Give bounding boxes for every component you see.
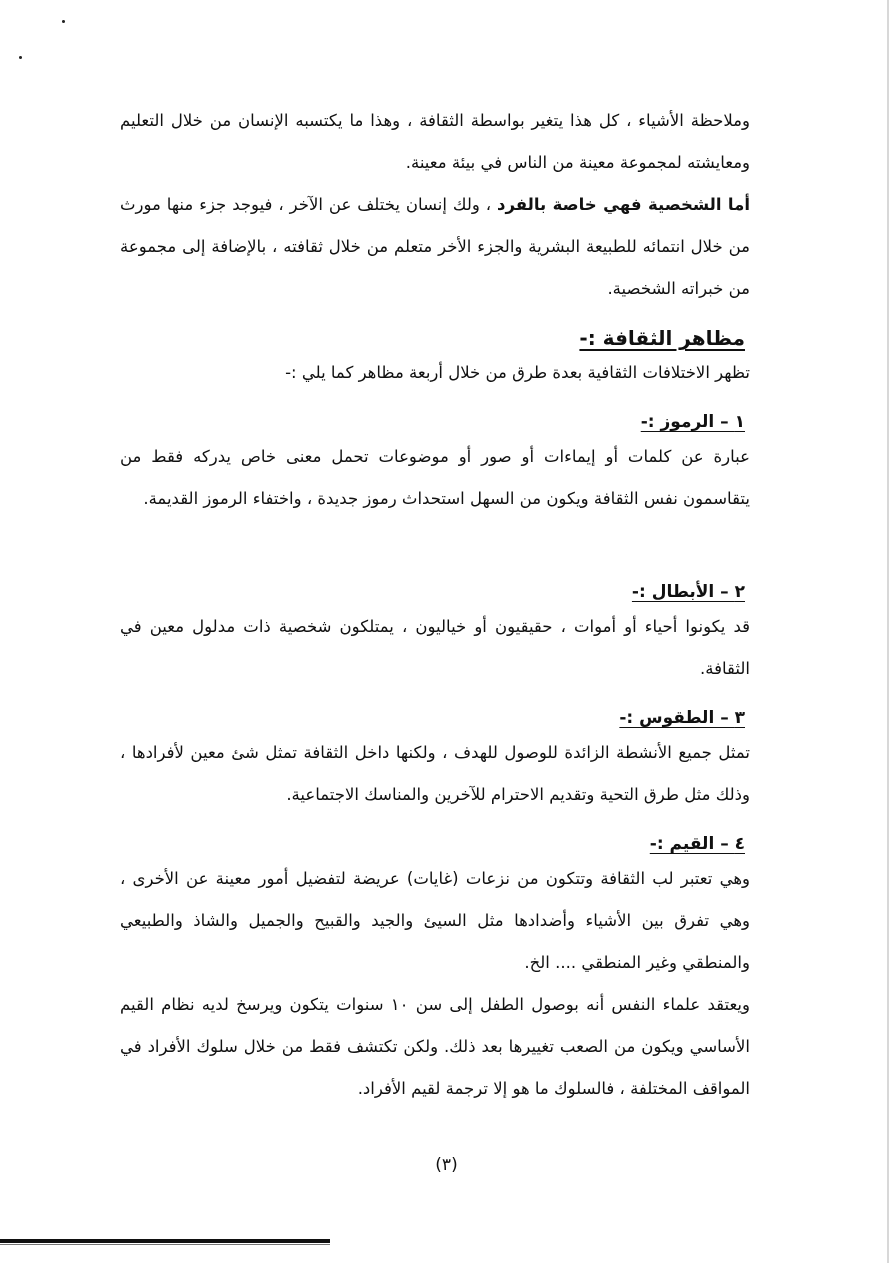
footer-rule-shadow [0, 1244, 330, 1245]
paragraph-heroes: قد يكونوا أحياء أو أموات ، حقيقيون أو خياليون ، يمتلكون شخصية ذات مدلول معين في الثقافة. [120, 617, 750, 678]
footer-rule [0, 1239, 330, 1243]
personality-bold-phrase: أما الشخصية فهي خاصة بالفرد [497, 195, 750, 214]
paragraph-symbols: عبارة عن كلمات أو إيماءات أو صور أو موضوعات تحمل معنى خاص يدركه فقط من يتقاسمون نفس الثقافة ويكون من السهل استحداث رموز جديدة ، واختفاء الرموز القديمة. [120, 447, 750, 508]
paragraph-personality [120, 184, 750, 310]
paragraph-culture-observation: وملاحظة الأشياء ، كل هذا يتغير بواسطة الثقافة ، وهذا ما يكتسبه الإنسان من خلال التعليم ومعايشته لمجموعة معينة من الناس في بيئة معينة. [120, 111, 750, 172]
subheading-rituals: ٣ – الطقوس :- [619, 708, 745, 728]
paragraph-values: وهي تعتبر لب الثقافة وتتكون من نزعات (غايات) عريضة لتفضيل أمور معينة عن الأخرى ، وهي تفرق بين الأشياء وأضدادها مثل السيئ والجيد والقبيح والجميل والشاذ والطبيعي والمنطقي وغير المنطقي .... الخ. [120, 869, 750, 972]
subheading-values: ٤ – القيم :- [649, 834, 745, 854]
subheading-heroes: ٢ – الأبطال :- [631, 582, 745, 602]
paragraph-psychologists: ويعتقد علماء النفس أنه بوصول الطفل إلى سن ١٠ سنوات يتكون ويرسخ لديه نظام القيم الأساسي ويكون من الصعب تغييرها بعد ذلك. ولكن تكتشف فقط من خلال سلوك الأفراد في المواقف المختلفة ، فالسلوك ما هو إلا ترجمة لقيم الأفراد. [120, 995, 750, 1098]
scan-edge [887, 0, 889, 1263]
page-number: (٣) [435, 1155, 458, 1175]
scan-speck [62, 20, 65, 23]
scan-speck [19, 56, 22, 59]
personality-paragraph-rest: ، ولك إنسان يختلف عن الآخر ، فيوجد جزء منها مورث من خلال انتمائه للطبيعة البشرية والجزء الأخر متعلم من خلال ثقافته ، بالإضافة إلى مجموعة من خبراته الشخصية. [120, 195, 750, 298]
paragraph-manifestations-intro: تظهر الاختلافات الثقافية بعدة طرق من خلال أربعة مظاهر كما يلي :- [285, 363, 750, 382]
paragraph-rituals: تمثل جميع الأنشطة الزائدة للوصول للهدف ، ولكنها داخل الثقافة تمثل شئ معين لأفرادها ، وذلك مثل طرق التحية وتقديم الاحترام للآخرين والمناسك الاجتماعية. [120, 743, 750, 804]
section-heading-cultural-manifestations: مظاهر الثقافة :- [579, 326, 745, 350]
subheading-symbols: ١ – الرموز :- [640, 412, 745, 432]
